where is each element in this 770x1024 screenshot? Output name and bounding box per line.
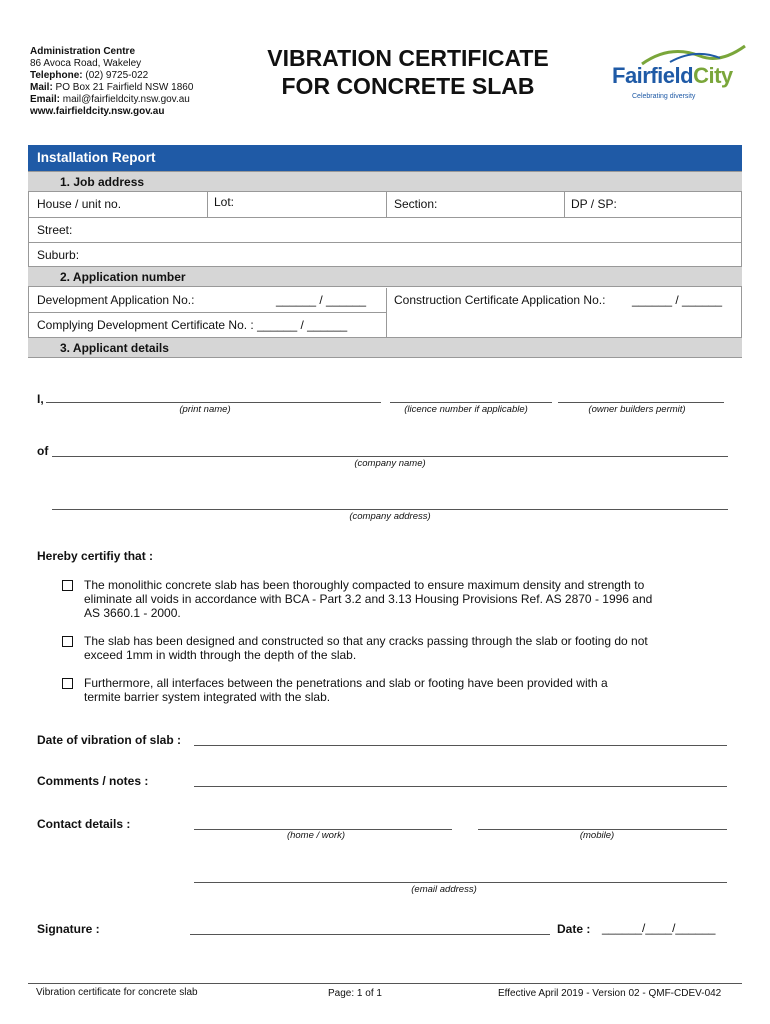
print-name-line[interactable] [46,402,381,403]
company-address-line[interactable] [52,509,728,510]
certify-heading: Hereby certifiy that : [37,549,154,563]
date-label: Date : [557,922,591,936]
title-line-2: FOR CONCRETE SLAB [281,73,535,99]
document-title [238,44,578,100]
footer-version: Effective April 2019 - Version 02 - QMF-CDEV-042 [498,988,722,999]
website[interactable]: www.fairfieldcity.nsw.gov.au [30,106,165,117]
certify-item-3-line-1: Furthermore, all interfaces between the penetrations and slab or footing have been provided with a [84,676,608,690]
comments-label: Comments / notes : [37,774,149,788]
certify-item-2 [84,634,724,662]
email-address-line[interactable] [194,882,727,883]
company-address-caption: (company address) [349,511,431,522]
licence-number-line[interactable] [390,402,552,403]
telephone-value: (02) 9725-022 [82,70,149,81]
divider [564,192,565,217]
cc-label: Construction Certificate Application No.: [394,293,606,307]
certify-checkbox-2[interactable] [62,636,73,647]
mobile-caption: (mobile) [579,830,615,841]
certify-item-3-line-2: termite barrier system integrated with the slab. [84,690,331,704]
cdc-label[interactable]: Complying Development Certificate No. : ______ / ______ [37,318,348,332]
certify-item-2-line-2: exceed 1mm in width through the depth of the slab. [84,648,357,662]
divider [28,217,742,218]
suburb-label: Suburb: [37,248,80,262]
house-unit-label: House / unit no. [37,197,122,211]
comments-line[interactable] [194,786,727,787]
cc-number-blank[interactable]: ______ / ______ [632,293,723,307]
da-number-blank[interactable]: ______ / ______ [276,293,367,307]
contact-details-label: Contact details : [37,817,131,831]
section-job-address: 1. Job address [28,171,742,192]
admin-centre-heading: Administration Centre [30,46,136,57]
certify-item-1-line-3: AS 3660.1 - 2000. [84,606,181,620]
email-address-caption: (email address) [411,884,477,895]
dp-sp-label: DP / SP: [571,197,617,211]
lot-label: Lot: [214,195,235,209]
logo-word-city: City [693,63,733,88]
telephone-label: Telephone: [30,70,83,81]
signature-date-blank[interactable]: ______/____/______ [602,921,716,935]
i-label: I, [37,392,44,406]
divider [28,242,742,243]
certify-checkbox-1[interactable] [62,580,73,591]
print-name-caption: (print name) [179,404,231,415]
certify-item-3 [84,676,724,704]
date-of-vibration-line[interactable] [194,745,727,746]
certify-checkbox-3[interactable] [62,678,73,689]
mail-label: Mail: [30,82,53,93]
footer-document-name: Vibration certificate for concrete slab [36,987,198,998]
logo-tagline: Celebrating diversity [632,93,696,100]
certify-item-2-line-1: The slab has been designed and constructed so that any cracks passing through the slab or footing do not [84,634,648,648]
signature-label: Signature : [37,922,100,936]
company-name-caption: (company name) [354,458,426,469]
logo-word-fairfield: Fairfield [612,63,694,88]
licence-caption: (licence number if applicable) [404,404,528,415]
signature-line[interactable] [190,934,550,935]
date-of-vibration-label: Date of vibration of slab : [37,733,182,747]
section-application-number: 2. Application number [28,266,742,287]
da-label: Development Application No.: [37,293,195,307]
mail-value: PO Box 21 Fairfield NSW 1860 [52,82,194,93]
installation-report-heading: Installation Report [28,145,742,171]
company-name-line[interactable] [52,456,728,457]
owner-permit-caption: (owner builders permit) [588,404,686,415]
certify-item-1-line-2: eliminate all voids in accordance with BCA - Part 3.2 and 3.13 Housing Provisions Ref. AS 2870 - 1996 and [84,592,653,606]
owner-builders-permit-line[interactable] [558,402,724,403]
admin-centre-block [30,46,193,118]
divider [207,192,208,217]
certify-item-1-line-1: The monolithic concrete slab has been thoroughly compacted to ensure maximum density and strength to [84,578,645,592]
section-label: Section: [394,197,438,211]
divider [386,192,387,217]
admin-address: 86 Avoca Road, Wakeley [30,58,142,69]
email-label: Email: [30,94,61,105]
email-value: mail@fairfieldcity.nsw.gov.au [60,94,190,105]
fairfield-city-logo [612,63,733,89]
divider [386,288,387,337]
certify-item-1 [84,578,724,620]
footer-page-number: Page: 1 of 1 [328,988,382,999]
section-applicant-details: 3. Applicant details [28,337,742,358]
of-label: of [37,444,49,458]
home-work-caption: (home / work) [286,830,346,841]
footer-divider [28,983,742,984]
street-label: Street: [37,223,73,237]
title-line-1: VIBRATION CERTIFICATE [267,45,549,71]
